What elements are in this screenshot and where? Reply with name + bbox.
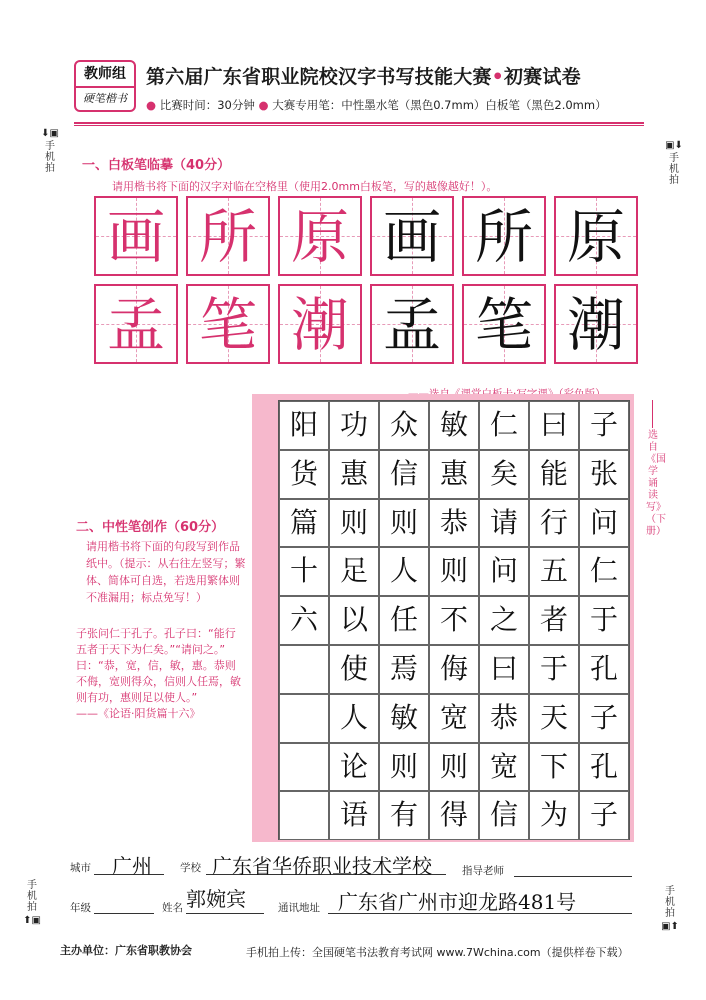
grid-cell: 之 xyxy=(479,596,529,645)
grid-cell: 惠 xyxy=(429,450,479,499)
address-label: 通讯地址 xyxy=(278,902,320,914)
practice-char: 孟 xyxy=(382,291,441,359)
title-dot: • xyxy=(491,66,504,88)
section2-passage: 子张问仁于孔子。孔子曰：“能行五者于天下为仁矣。”“请问之。” 曰：“恭，宽，信，敏，惠。恭则不侮，宽则得众，信则人任焉，敏则有功，惠则足以使人。” xyxy=(76,627,241,704)
grid-cell xyxy=(279,645,329,694)
grid-cell: 仁 xyxy=(579,547,629,596)
practice-char-cell xyxy=(554,196,638,276)
grid-cell: 功 xyxy=(329,401,379,450)
grid-cell: 则 xyxy=(379,499,429,548)
arrow-up-camera-icon: ⬆▣ xyxy=(23,915,41,926)
grid-cell: 宽 xyxy=(429,694,479,743)
corner-marker-top-left xyxy=(40,128,60,174)
grid-cell: 则 xyxy=(429,547,479,596)
writing-grid xyxy=(278,400,630,840)
grid-cell: 敏 xyxy=(379,694,429,743)
grid-cell: 子 xyxy=(579,401,629,450)
model-char-cell xyxy=(94,196,178,276)
model-char-cell xyxy=(186,196,270,276)
grid-cell: 信 xyxy=(479,791,529,840)
practice-char: 画 xyxy=(382,203,441,271)
practice-char-cell xyxy=(462,196,546,276)
grid-cell: 下 xyxy=(529,743,579,792)
school-label: 学校 xyxy=(180,862,201,874)
exam-info xyxy=(146,97,607,113)
grade-line xyxy=(94,913,154,914)
bullet-icon: ● xyxy=(146,98,157,112)
grid-cell: 人 xyxy=(329,694,379,743)
grid-cell: 张 xyxy=(579,450,629,499)
grid-cell: 则 xyxy=(379,743,429,792)
grid-cell: 阳 xyxy=(279,401,329,450)
grid-cell: 侮 xyxy=(429,645,479,694)
grid-cell: 以 xyxy=(329,596,379,645)
pen-info: 大赛专用笔：中性墨水笔（黑色0.7mm）白板笔（黑色2.0mm） xyxy=(272,98,607,112)
practice-char: 所 xyxy=(474,203,533,271)
model-char: 画 xyxy=(106,203,165,271)
grid-cell: 行 xyxy=(529,499,579,548)
section1-title: 一、白板笔临摹（40分） xyxy=(82,158,231,173)
practice-char-cell xyxy=(370,196,454,276)
arrow-down-camera-icon: ⬇▣ xyxy=(41,128,59,139)
name-line xyxy=(186,913,264,914)
grid-cell: 恭 xyxy=(479,694,529,743)
grid-cell: 信 xyxy=(379,450,429,499)
grid-cell: 于 xyxy=(529,645,579,694)
grid-cell xyxy=(279,791,329,840)
practice-char-cell xyxy=(462,284,546,364)
grid-cell: 十 xyxy=(279,547,329,596)
school-value: 广东省华侨职业技术学校 xyxy=(212,854,432,878)
grid-cell: 天 xyxy=(529,694,579,743)
corner-label: 手机拍 xyxy=(665,886,675,919)
grid-cell: 子 xyxy=(579,694,629,743)
corner-marker-bottom-left xyxy=(22,880,42,926)
grid-cell: 足 xyxy=(329,547,379,596)
title-tail: 初赛试卷 xyxy=(503,66,581,88)
corner-marker-top-right xyxy=(664,140,684,186)
section2-instruction: 请用楷书将下面的句段写到作品纸中。（提示：从右往左竖写；繁体、简体可自选，若选用繁体则不准漏用；标点免写！） xyxy=(86,540,246,604)
name-value: 郭婉宾 xyxy=(186,887,246,911)
model-char: 笔 xyxy=(198,291,257,359)
corner-label: 手机拍 xyxy=(27,880,37,913)
grid-cell: 问 xyxy=(579,499,629,548)
side-source-rule xyxy=(652,400,653,428)
model-char-cell xyxy=(278,284,362,364)
practice-char-cell xyxy=(554,284,638,364)
grid-cell: 众 xyxy=(379,401,429,450)
arrow-down-camera-icon: ▣⬇ xyxy=(665,140,683,151)
grid-cell: 五 xyxy=(529,547,579,596)
grid-cell: 者 xyxy=(529,596,579,645)
section2-passage-block xyxy=(76,626,246,722)
grid-cell: 孔 xyxy=(579,645,629,694)
grid-cell: 惠 xyxy=(329,450,379,499)
model-char-cell xyxy=(278,196,362,276)
model-char: 原 xyxy=(290,203,349,271)
badge-style-label: 硬笔楷书 xyxy=(83,92,127,105)
grid-cell: 敏 xyxy=(429,401,479,450)
grid-cell: 问 xyxy=(479,547,529,596)
arrow-up-camera-icon: ▣⬆ xyxy=(661,921,679,932)
section2-title: 二、中性笔创作（60分） xyxy=(76,520,225,535)
grid-cell: 仁 xyxy=(479,401,529,450)
title-main: 第六届广东省职业院校汉字书写技能大赛 xyxy=(146,66,492,88)
bullet-icon: ● xyxy=(258,98,269,112)
practice-char-cell xyxy=(370,284,454,364)
section2-side-source: 选自《国学诵读写》（下册） xyxy=(646,430,666,537)
grid-cell: 则 xyxy=(429,743,479,792)
practice-char: 潮 xyxy=(566,291,625,359)
grid-cell: 矣 xyxy=(479,450,529,499)
city-value: 广州 xyxy=(112,854,152,878)
grid-cell: 论 xyxy=(329,743,379,792)
model-char-cell xyxy=(186,284,270,364)
grid-cell: 则 xyxy=(329,499,379,548)
group-badge xyxy=(74,60,136,112)
teacher-line xyxy=(514,876,632,877)
model-char-cell xyxy=(94,284,178,364)
grid-cell: 为 xyxy=(529,791,579,840)
grid-cell: 任 xyxy=(379,596,429,645)
badge-group-label: 教师组 xyxy=(76,62,134,88)
corner-label: 手机拍 xyxy=(45,141,55,174)
grade-label: 年级 xyxy=(70,902,91,914)
grid-cell: 恭 xyxy=(429,499,479,548)
grid-cell xyxy=(279,694,329,743)
grid-cell: 得 xyxy=(429,791,479,840)
section2-passage-source: ——《论语·阳货篇十六》 xyxy=(76,707,201,720)
name-label: 姓名 xyxy=(162,902,183,914)
model-char: 所 xyxy=(198,203,257,271)
model-char: 潮 xyxy=(290,291,349,359)
address-value: 广东省广州市迎龙路481号 xyxy=(338,890,577,914)
grid-cell: 人 xyxy=(379,547,429,596)
grid-cell: 子 xyxy=(579,791,629,840)
grid-cell: 使 xyxy=(329,645,379,694)
teacher-label: 指导老师 xyxy=(462,865,504,877)
grid-cell: 语 xyxy=(329,791,379,840)
grid-cell: 货 xyxy=(279,450,329,499)
grid-cell: 焉 xyxy=(379,645,429,694)
corner-label: 手机拍 xyxy=(669,153,679,186)
practice-char: 原 xyxy=(566,203,625,271)
grid-cell: 请 xyxy=(479,499,529,548)
grid-cell: 有 xyxy=(379,791,429,840)
grid-cell: 孔 xyxy=(579,743,629,792)
city-label: 城市 xyxy=(70,862,91,874)
grid-cell: 宽 xyxy=(479,743,529,792)
corner-marker-bottom-right xyxy=(660,886,680,932)
upload-info: 手机拍上传：全国硬笔书法教育考试网 www.7Wchina.com（提供样卷下载） xyxy=(246,946,629,959)
grid-cell: 能 xyxy=(529,450,579,499)
header-divider xyxy=(74,122,644,126)
grid-cell: 于 xyxy=(579,596,629,645)
model-char: 孟 xyxy=(106,291,165,359)
time-info: 比赛时间：30分钟 xyxy=(159,98,255,112)
practice-char: 笔 xyxy=(474,291,533,359)
page-title xyxy=(146,62,581,89)
grid-cell: 篇 xyxy=(279,499,329,548)
section1-instruction: 请用楷书将下面的汉字对临在空格里（使用2.0mm白板笔，写的越像越好！）。 xyxy=(112,180,498,193)
grid-cell: 六 xyxy=(279,596,329,645)
grid-cell xyxy=(279,743,329,792)
organizer-text: 主办单位：广东省职教协会 xyxy=(60,944,192,957)
grid-cell: 曰 xyxy=(479,645,529,694)
grid-cell: 曰 xyxy=(529,401,579,450)
grid-cell: 不 xyxy=(429,596,479,645)
